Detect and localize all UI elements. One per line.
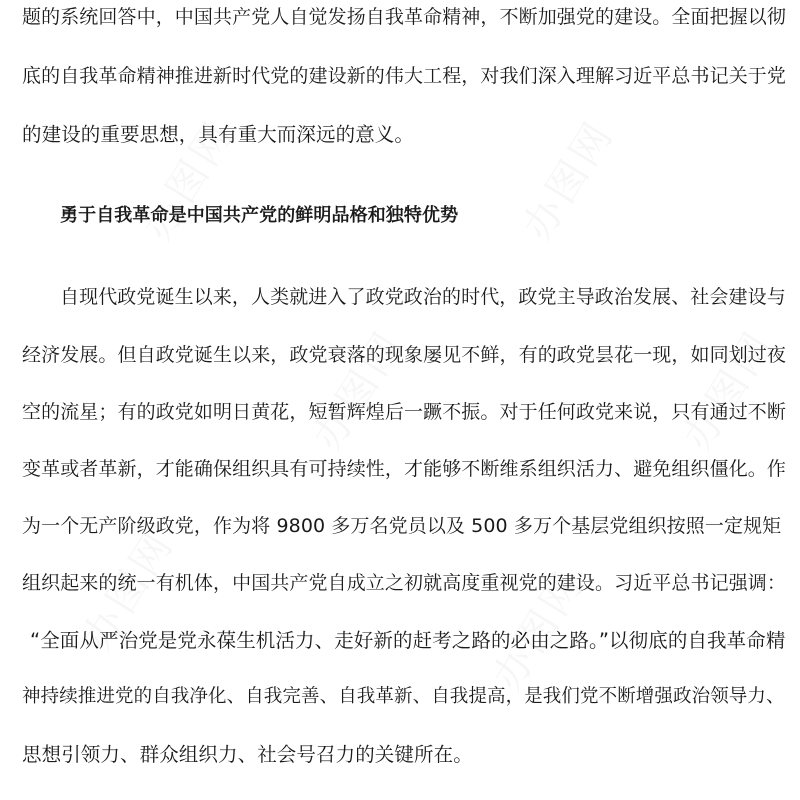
paragraph-line: 思想引领力、群众组织力、社会号召力的关键所在。	[22, 743, 473, 766]
paragraph-line: 空的流星；有的政党如明日黄花，短暂辉煌后一蹶不振。对于任何政党来说，只有通过不断	[22, 401, 787, 423]
watermark: 办图网	[74, 522, 184, 659]
watermark: 办图网	[134, 112, 244, 249]
paragraph-line: 组织起来的统一有机体，中国共产党自成立之初就高度重视党的建设。习近平总书记强调：	[22, 572, 787, 594]
paragraph-line: 题的系统回答中，中国共产党人自觉发扬自我革命精神，不断加强党的建设。全面把握以彻	[22, 6, 787, 28]
paragraph-line: 底的自我革命精神推进新时代党的建设新的伟大工程，对我们深入理解习近平总书记关于党	[22, 65, 787, 87]
section-heading: 勇于自我革命是中国共产党的鲜明品格和独特优势	[60, 205, 459, 226]
paragraph-line: 神持续推进党的自我净化、自我完善、自我革新、自我提高，是我们党不断增强政治领导力、	[22, 686, 785, 707]
watermark: 办图网	[674, 322, 784, 459]
paragraph-line: 变革或者革新，才能确保组织具有可持续性，才能够不断维系组织活力、避免组织僵化。作	[22, 458, 787, 480]
watermark: 办图网	[514, 112, 624, 249]
paragraph-line: “全面从严治党是党永葆生机活力、走好新的赶考之路的必由之路。”以彻底的自我革命精	[30, 629, 786, 652]
paragraph-line: 自现代政党诞生以来，人类就进入了政党政治的时代，政党主导政治发展、社会建设与	[60, 286, 786, 308]
paragraph-line: 为一个无产阶级政党，作为将 9800 多万名党员以及 500 多万个基层党组织按照一定规矩	[22, 515, 782, 537]
watermark: 办图网	[484, 562, 594, 699]
paragraph-line: 的建设的重要思想，具有重大而深远的意义。	[22, 123, 415, 146]
watermark: 办图网	[304, 322, 414, 459]
paragraph-line: 经济发展。但自政党诞生以来，政党衰落的现象屡见不鲜，有的政党昙花一现，如同划过夜	[22, 344, 787, 366]
